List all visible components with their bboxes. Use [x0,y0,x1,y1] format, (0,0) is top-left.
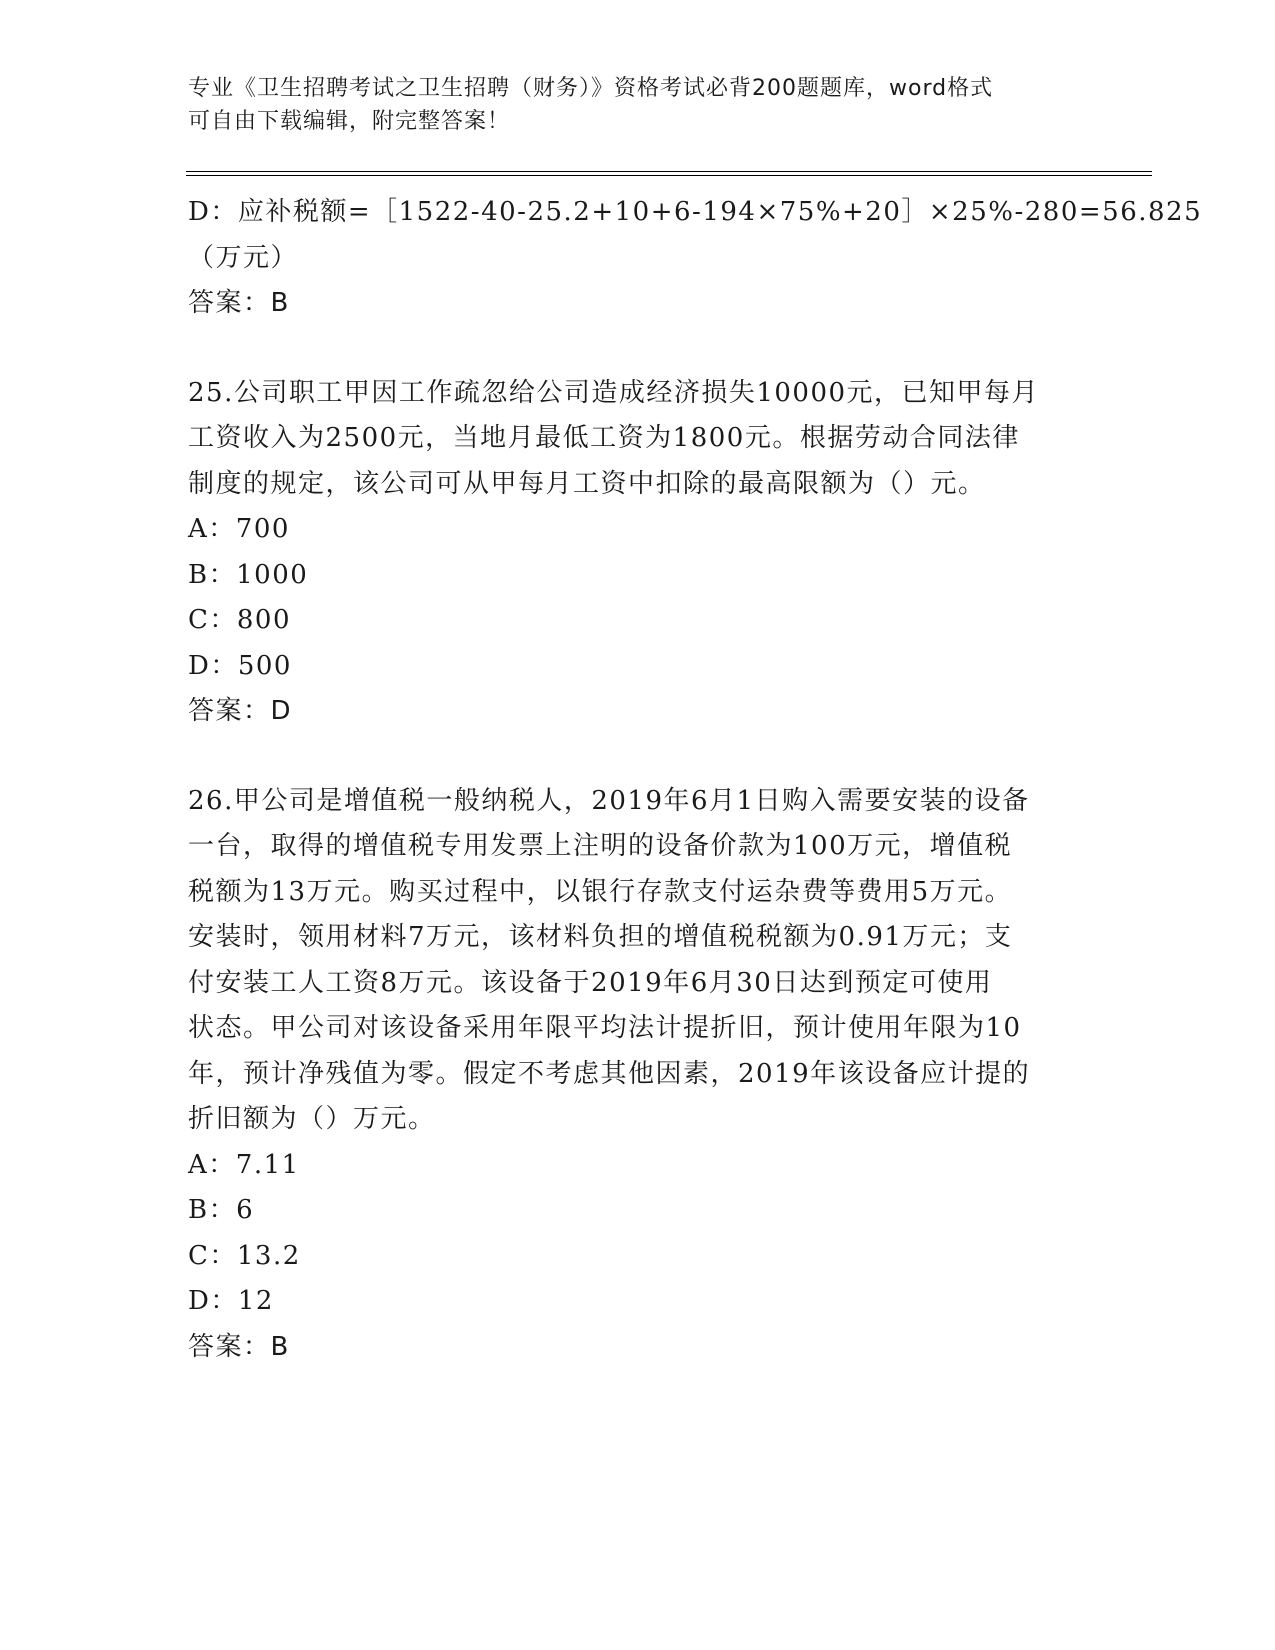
option-c: C：13.2 [188,1240,301,1271]
option-a: A：7.11 [188,1149,300,1180]
question-text-line: 付安装工人工资8万元。该设备于2019年6月30日达到预定可使用 [188,967,993,998]
question-text-line: 制度的规定，该公司可从甲每月工资中扣除的最高限额为（）元。 [188,468,986,499]
header-title-line-2: 可自由下载编辑，附完整答案！ [188,109,511,134]
answer-line: 答案：B [188,288,290,318]
option-d: D：500 [188,650,292,681]
previous-question-tail [188,190,1203,327]
page-header [188,72,1068,138]
answer-line: 答案：B [188,1331,290,1362]
option-c: C：800 [188,605,292,635]
option-d: D：12 [188,1286,274,1316]
option-d: D：应补税额=［1522-40-25.2+10+6-194×75%+20］×25%-280=56.825 [188,197,1203,227]
question-text-line: 状态。甲公司对该设备采用年限平均法计提折旧，预计使用年限为10 [188,1013,1022,1043]
question-text-line: 税额为13万元。购买过程中，以银行存款支付运杂费等费用5万元。 [188,876,1013,907]
header-divider-top [186,171,1152,172]
header-divider-bottom [186,175,1152,176]
question-26 [188,779,1088,1371]
question-text-line: 25.公司职工甲因工作疏忽给公司造成经济损失10000元，已知甲每月 [188,377,1040,408]
option-d-continued: （万元） [188,242,299,273]
question-text-line: 工资收入为2500元，当地月最低工资为1800元。根据劳动合同法律 [188,423,1020,453]
question-text-line: 年，预计净残值为零。假定不考虑其他因素，2019年该设备应计提的 [188,1058,1031,1089]
option-a: A：700 [188,514,290,544]
question-text-line: 安装时，领用材料7万元，该材料负担的增值税税额为0.91万元；支 [188,922,1013,952]
question-text-line: 26.甲公司是增值税一般纳税人，2019年6月1日购入需要安装的设备 [188,785,1030,816]
option-b: B：6 [188,1195,255,1225]
question-content [188,190,1203,1370]
question-25 [188,371,1088,735]
header-title-line-1: 专业《卫生招聘考试之卫生招聘（财务）》资格考试必背200题题库，word格式 [188,76,994,101]
answer-line: 答案：D [188,696,293,726]
question-text-line: 一台，取得的增值税专用发票上注明的设备价款为100万元，增值税 [188,831,1013,861]
option-b: B：1000 [188,559,309,590]
question-text-line: 折旧额为（）万元。 [188,1104,436,1134]
